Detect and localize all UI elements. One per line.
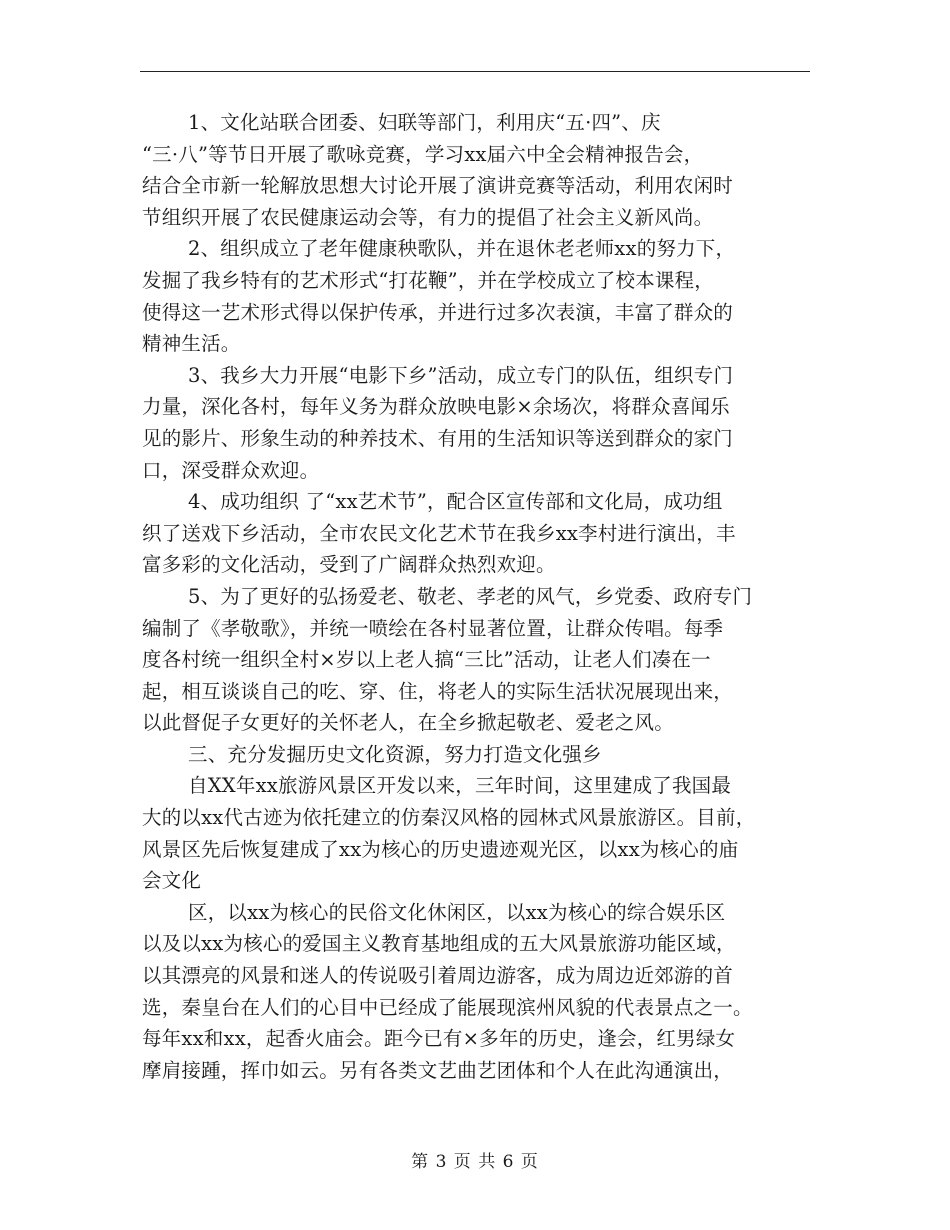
text-line: 口，深受群众欢迎。 — [142, 458, 320, 482]
text-line: 2、组织成立了老年健康秧歌队，并在退休老老师xx的努力下， — [188, 237, 736, 261]
text-line: 使得这一艺术形式得以保护传承，并进行过多次表演，丰富了群众的 — [142, 300, 734, 324]
text-line: 度各村统一组织全村×岁以上老人搞“三比”活动，让老人们凑在一 — [142, 648, 711, 672]
text-line: 以此督促子女更好的关怀老人，在全乡掀起敬老、爱老之风。 — [142, 711, 674, 735]
text-line: 结合全市新一轮解放思想大讨论开展了演讲竞赛等活动，利用农闲时 — [142, 174, 734, 198]
text-line: 以及以xx为核心的爱国主义教育基地组成的五大风景旅游功能区域， — [142, 932, 736, 956]
text-line: 发掘了我乡特有的艺术形式“打花鞭”，并在学校成立了校本课程， — [142, 268, 714, 292]
text-line: 3、我乡大力开展“电影下乡”活动，成立专门的队伍，组织专门 — [188, 363, 734, 387]
text-line: 区，以xx为核心的民俗文化休闲区，以xx为核心的综合娱乐区 — [188, 900, 726, 924]
page-footer: 第 3 页 共 6 页 — [411, 1152, 539, 1172]
text-line: 以其漂亮的风景和迷人的传说吸引着周边游客，成为周边近郊游的首 — [142, 964, 734, 988]
text-line: 摩肩接踵，挥巾如云。另有各类文艺曲艺团体和个人在此沟通演出， — [142, 1058, 734, 1082]
text-line: 5、为了更好的弘扬爱老、敬老、孝老的风气，乡党委、政府专门 — [188, 584, 753, 608]
text-line: 大的以xx代古迹为依托建立的仿秦汉风格的园林式风景旅游区。目前， — [142, 806, 756, 830]
text-line: 每年xx和xx，起香火庙会。距今已有×多年的历史，逢会，红男绿女 — [142, 1027, 736, 1051]
text-line: 编制了《孝敬歌》，并统一喷绘在各村显著位置，让群众传唱。每季 — [142, 616, 724, 640]
text-line: 1、文化站联合团委、妇联等部门，利用庆“五·四”、庆 — [188, 111, 661, 134]
text-line: 见的影片、形象生动的种养技术、有用的生活知识等送到群众的家门 — [142, 426, 734, 450]
text-line: 会文化 — [142, 869, 202, 893]
text-line: “三·八”等节日开展了歌咏竞赛，学习xx届六中全会精神报告会， — [142, 142, 704, 166]
text-line: 自XX年xx旅游风景区开发以来，三年时间，这里建成了我国最 — [188, 774, 732, 798]
text-line: 富多彩的文化活动，受到了广阔群众热烈欢迎。 — [142, 553, 556, 577]
text-line: 选，秦皇台在人们的心目中已经成了能展现滨州风貌的代表景点之一。 — [142, 995, 753, 1019]
text-line: 织了送戏下乡活动，全市农民文化艺术节在我乡xx李村进行演出，丰 — [142, 521, 736, 545]
text-line: 精神生活。 — [142, 332, 241, 356]
text-line: 4、成功组织 了“xx艺术节”，配合区宣传部和文化局，成功组 — [188, 490, 723, 514]
text-line: 节组织开展了农民健康运动会等，有力的提倡了社会主义新风尚。 — [142, 205, 714, 229]
document-body — [142, 107, 810, 1086]
text-line: 起，相互谈谈自己的吃、穿、住，将老人的实际生活状况展现出来， — [142, 679, 734, 703]
text-line: 三、充分发掘历史文化资源，努力打造文化强乡 — [188, 742, 602, 766]
header-rule — [140, 71, 810, 72]
text-line: 风景区先后恢复建成了xx为核心的历史遗迹观光区，以xx为核心的庙 — [142, 837, 739, 861]
text-line: 力量，深化各村，每年义务为群众放映电影×余场次，将群众喜闻乐 — [142, 395, 730, 419]
